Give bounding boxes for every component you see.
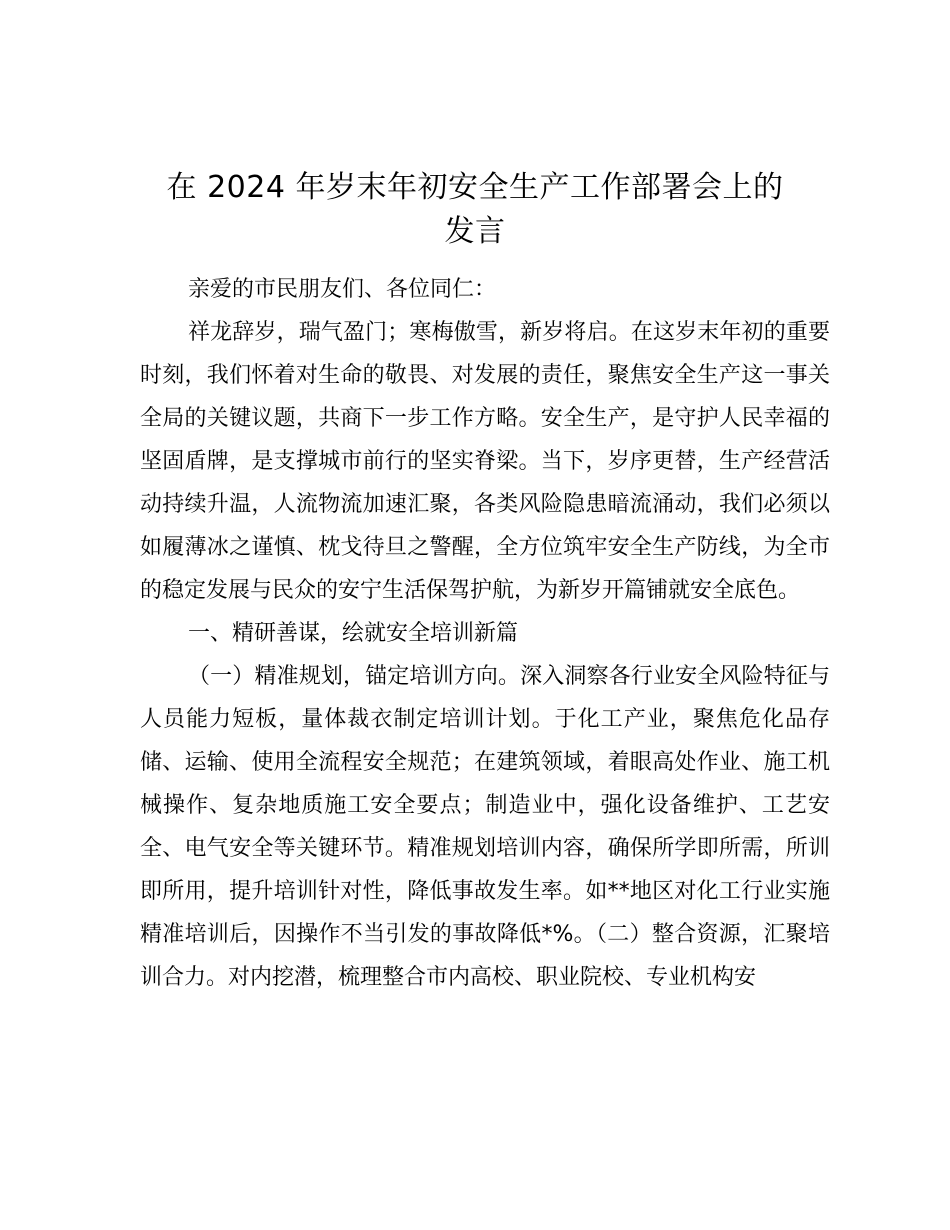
title-line-1: 在 2024 年岁末年初安全生产工作部署会上的 xyxy=(166,170,784,205)
document-body xyxy=(140,268,830,999)
section-heading-1: 一、精研善谋，绘就安全培训新篇 xyxy=(188,621,519,646)
salutation: 亲爱的市民朋友们、各位同仁： xyxy=(188,277,497,302)
paragraph-section-1: （一）精准规划，锚定培训方向。深入洞察各行业安全风险特征与人员能力短板，量体裁衣制定培训计划。于化工产业，聚焦危化品存储、运输、使用全流程安全规范；在建筑领域，着眼高处作业、施工机械操作、复杂地质施工安全要点；制造业中，强化设备维护、工艺安全、电气安全等关键环节。精准规划培训内容，确保所学即所需，所训即所用，提升培训针对性，降低事故发生率。如**地区对化工行业实施精准培训后，因操作不当引发的事故降低*%。（二）整合资源，汇聚培训合力。对内挖潜，梳理整合市内高校、职业院校、专业机构安 xyxy=(140,664,830,990)
paragraph-opening: 祥龙辞岁，瑞气盈门；寒梅傲雪，新岁将启。在这岁末年初的重要时刻，我们怀着对生命的敬畏、对发展的责任，聚焦安全生产这一事关全局的关键议题，共商下一步工作方略。安全生产，是守护人民幸福的坚固盾牌，是支撑城市前行的坚实脊梁。当下，岁序更替，生产经营活动持续升温，人流物流加速汇聚，各类风险隐患暗流涌动，我们必须以如履薄冰之谨慎、枕戈待旦之警醒，全方位筑牢安全生产防线，为全市的稳定发展与民众的安宁生活保驾护航，为新岁开篇铺就安全底色。 xyxy=(140,320,830,603)
title-line-2: 发言 xyxy=(444,214,506,249)
document-title xyxy=(140,166,810,254)
